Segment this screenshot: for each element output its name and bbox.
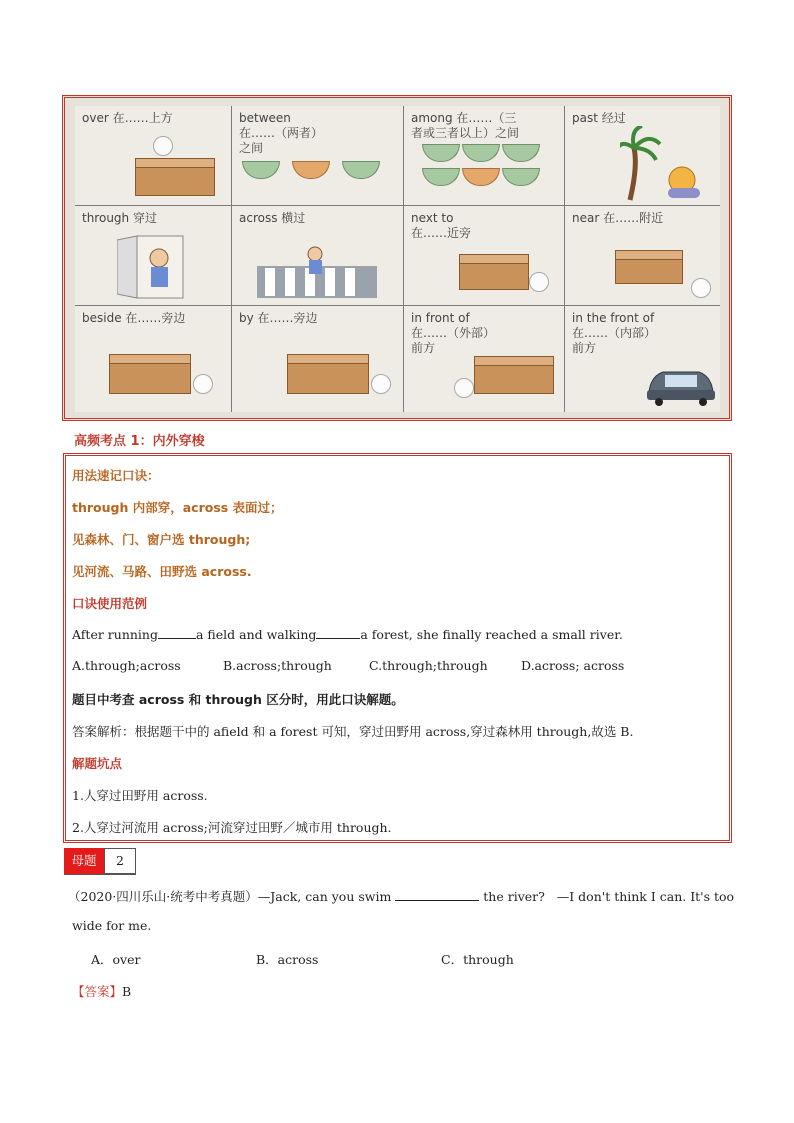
mother-question-label: 母题 (64, 848, 104, 874)
car-icon (645, 362, 717, 406)
bowl-icon (292, 161, 330, 179)
tip-heading: 用法速记口诀： (72, 468, 160, 483)
example-question (72, 626, 623, 642)
cell-label-by: by 在……旁边 (239, 311, 318, 325)
box-icon (109, 354, 191, 394)
tip-note: 题目中考查 across 和 through 区分时，用此口诀解题。 (72, 692, 404, 707)
ball-icon (454, 378, 474, 398)
question-option-b: B．across (256, 952, 319, 967)
cell-between (232, 106, 404, 206)
pitfall-2: 2.人穿过河流用 across;河流穿过田野／城市用 through. (72, 820, 392, 835)
cell-label-in-the-front-of: in the front of 在……（内部） 前方 (572, 311, 657, 355)
tip-line-1: through 内部穿，across 表面过； (72, 500, 283, 515)
example-option-a: A.through;across (72, 658, 181, 673)
cell-beside (75, 306, 232, 412)
preposition-illustration (75, 106, 720, 412)
bowl-icon (242, 161, 280, 179)
question-option-a: A．over (91, 952, 141, 967)
cell-label-among: among 在……（三 者或三者以上）之间 (411, 111, 520, 140)
answer-blank (395, 888, 479, 901)
answer-value: B (122, 984, 132, 999)
cell-past (565, 106, 720, 206)
box-icon (135, 158, 215, 196)
door-icon (117, 234, 197, 300)
palm-tree-icon (620, 126, 710, 202)
cell-label-next-to: next to 在……近旁 (411, 211, 472, 240)
answer-analysis: 答案解析：根据题干中的 afield 和 a forest 可知，穿过田野用 across,穿过森林用 through,故选 B. (72, 724, 634, 739)
answer-label: 【答案】 (72, 984, 123, 999)
box-icon (459, 254, 529, 290)
cell-among (404, 106, 565, 206)
cell-through (75, 206, 232, 306)
answer-blank (158, 626, 196, 639)
cell-label-beside: beside 在……旁边 (82, 311, 186, 325)
question-line-1 (68, 887, 734, 905)
example-option-b: B.across;through (223, 658, 332, 673)
question-text: a forest, she finally reached a small river. (360, 627, 623, 642)
bowl-icon (342, 161, 380, 179)
bowl-icon (462, 168, 500, 186)
crosswalk-icon (257, 244, 377, 300)
ball-icon (529, 272, 549, 292)
bowl-icon (502, 168, 540, 186)
question-text: —Jack, can you swim (257, 889, 392, 904)
example-option-c: C.through;through (369, 658, 488, 673)
section-title: 高频考点 1：内外穿梭 (74, 434, 205, 449)
cell-in-the-front-of (565, 306, 720, 412)
cell-label-over: over 在……上方 (82, 111, 173, 125)
question-source: （2020·四川乐山·统考中考真题） (68, 889, 258, 904)
example-heading: 口诀使用范例 (72, 596, 148, 611)
box-icon (474, 356, 554, 394)
cell-across (232, 206, 404, 306)
cell-label-across: across 横过 (239, 211, 306, 225)
bowl-icon (462, 144, 500, 162)
mother-question-number: 2 (104, 848, 136, 874)
cell-label-between: between 在……（两者） 之间 (239, 111, 324, 155)
question-line-2: wide for me. (72, 918, 152, 933)
divider (64, 874, 136, 875)
answer-line (72, 982, 131, 1000)
pitfall-1: 1.人穿过田野用 across. (72, 788, 208, 803)
question-option-c: C．through (441, 952, 514, 967)
box-icon (615, 250, 683, 284)
preposition-illustration-frame (62, 95, 732, 421)
example-option-d: D.across; across (521, 658, 625, 673)
pitfall-heading: 解题坑点 (72, 756, 123, 771)
ball-icon (193, 374, 213, 394)
question-text: the river? (483, 889, 545, 904)
answer-blank (316, 626, 360, 639)
question-text: After running (72, 627, 158, 642)
cell-label-through: through 穿过 (82, 211, 157, 225)
box-icon (287, 354, 369, 394)
ball-icon (371, 374, 391, 394)
bowl-icon (502, 144, 540, 162)
tip-line-3: 见河流、马路、田野选 across. (72, 564, 252, 579)
bowl-icon (422, 144, 460, 162)
ball-icon (691, 278, 711, 298)
cell-by (232, 306, 404, 412)
ball-icon (153, 136, 173, 156)
bowl-icon (422, 168, 460, 186)
tip-line-2: 见森林、门、窗户选 through; (72, 532, 251, 547)
cell-over (75, 106, 232, 206)
cell-label-in-front-of: in front of 在……（外部） 前方 (411, 311, 496, 355)
cell-label-near: near 在……附近 (572, 211, 664, 225)
cell-next-to (404, 206, 565, 306)
question-text: —I don't think I can. It's too (556, 889, 735, 904)
question-text: a field and walking (195, 627, 317, 642)
cell-in-front-of (404, 306, 565, 412)
cell-label-past: past 经过 (572, 111, 626, 125)
cell-near (565, 206, 720, 306)
